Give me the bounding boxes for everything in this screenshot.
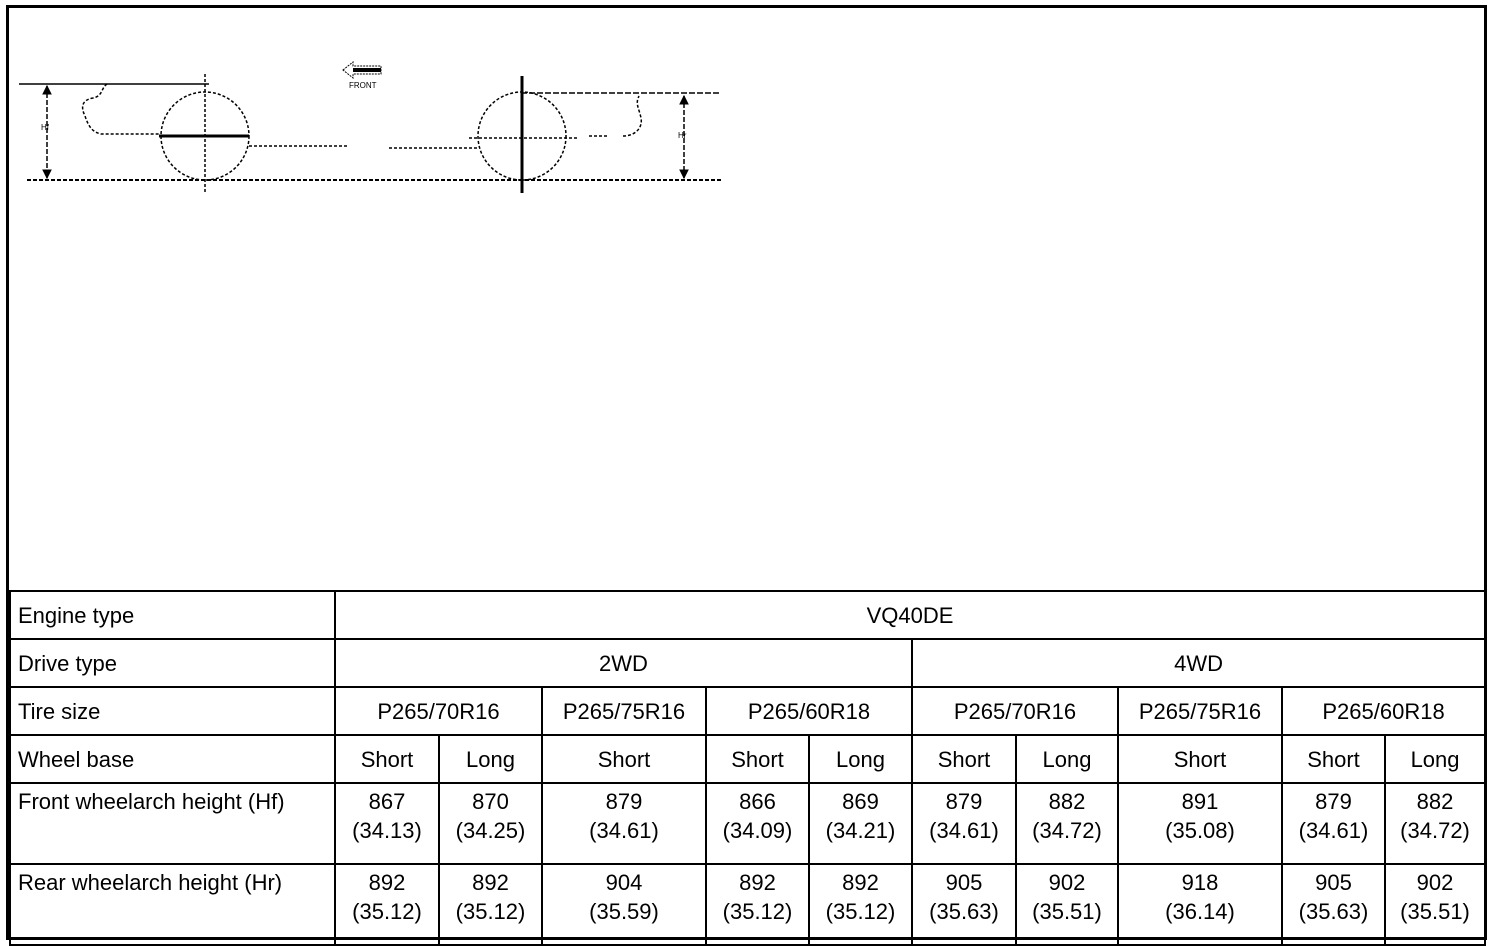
front-height-label: Front wheelarch height (Hf) xyxy=(10,783,335,864)
value-in: (34.72) xyxy=(1400,818,1470,843)
document-frame xyxy=(6,5,1487,940)
rear-height-cell xyxy=(1282,864,1385,945)
wheel-base-cell: Long xyxy=(1016,735,1118,783)
value-in: (34.25) xyxy=(455,818,526,843)
value-in: (35.12) xyxy=(455,899,526,924)
front-height-cell xyxy=(439,783,542,864)
drive-type-label: Drive type xyxy=(10,639,335,687)
value-in: (34.09) xyxy=(722,818,793,843)
front-height-cell xyxy=(1282,783,1385,864)
rear-height-cell xyxy=(542,864,706,945)
rear-height-cell xyxy=(1385,864,1485,945)
front-height-cell xyxy=(809,783,912,864)
value-mm: 879 xyxy=(605,789,643,814)
engine-type-label: Engine type xyxy=(10,591,335,639)
value-mm: 905 xyxy=(1315,870,1352,895)
value-mm: 892 xyxy=(368,870,406,895)
value-in: (34.13) xyxy=(352,818,422,843)
value-in: (35.59) xyxy=(589,899,659,924)
tire-size-cell: P265/75R16 xyxy=(1118,687,1282,735)
wheelarch-height-table xyxy=(9,590,1486,946)
front-height-cell xyxy=(912,783,1016,864)
wheel-base-cell: Short xyxy=(912,735,1016,783)
value-mm: 902 xyxy=(1048,870,1086,895)
value-mm: 902 xyxy=(1416,870,1454,895)
value-mm: 879 xyxy=(1315,789,1352,814)
value-in: (35.63) xyxy=(929,899,999,924)
value-in: (36.14) xyxy=(1165,899,1235,924)
value-in: (34.61) xyxy=(1298,818,1369,843)
rear-height-cell xyxy=(1118,864,1282,945)
value-mm: 892 xyxy=(739,870,776,895)
rear-fender-outline xyxy=(589,96,641,136)
rear-height-cell xyxy=(1016,864,1118,945)
front-height-cell xyxy=(706,783,809,864)
front-fender-outline xyxy=(83,84,159,134)
value-mm: 866 xyxy=(739,789,776,814)
front-height-cell xyxy=(335,783,439,864)
front-direction-label: FRONT xyxy=(349,81,377,90)
value-mm: 867 xyxy=(368,789,406,814)
wheel-base-cell: Short xyxy=(542,735,706,783)
value-in: (35.51) xyxy=(1400,899,1470,924)
wheel-base-cell: Short xyxy=(1118,735,1282,783)
value-in: (34.61) xyxy=(929,818,999,843)
value-mm: 869 xyxy=(842,789,879,814)
rear-height-cell xyxy=(439,864,542,945)
drive-type-row xyxy=(10,639,1485,687)
rear-height-cell xyxy=(912,864,1016,945)
value-in: (34.61) xyxy=(589,818,659,843)
value-mm: 904 xyxy=(605,870,643,895)
value-mm: 892 xyxy=(842,870,879,895)
rear-height-cell xyxy=(809,864,912,945)
rear-height-cell xyxy=(706,864,809,945)
tire-size-label: Tire size xyxy=(10,687,335,735)
value-mm: 879 xyxy=(945,789,983,814)
rear-height-cell xyxy=(335,864,439,945)
value-in: (34.72) xyxy=(1032,818,1102,843)
rear-height-row xyxy=(10,864,1485,945)
value-in: (34.21) xyxy=(825,818,896,843)
wheel-base-cell: Short xyxy=(335,735,439,783)
drive-type-2wd: 2WD xyxy=(335,639,912,687)
wheel-base-row xyxy=(10,735,1485,783)
wheel-base-cell: Long xyxy=(809,735,912,783)
value-mm: 892 xyxy=(472,870,509,895)
value-in: (35.08) xyxy=(1165,818,1235,843)
wheel-base-label: Wheel base xyxy=(10,735,335,783)
drive-type-4wd: 4WD xyxy=(912,639,1485,687)
wheel-base-cell: Long xyxy=(439,735,542,783)
rear-height-label: Rear wheelarch height (Hr) xyxy=(10,864,335,945)
front-height-cell xyxy=(542,783,706,864)
value-in: (35.51) xyxy=(1032,899,1102,924)
engine-type-row xyxy=(10,591,1485,639)
front-height-cell xyxy=(1385,783,1485,864)
wheelarch-height-diagram xyxy=(9,8,1484,590)
rear-height-label: Hr xyxy=(678,131,687,140)
front-height-label: Hf xyxy=(41,123,49,132)
value-mm: 882 xyxy=(1048,789,1086,814)
value-in: (35.12) xyxy=(352,899,422,924)
front-height-cell xyxy=(1016,783,1118,864)
wheel-base-cell: Long xyxy=(1385,735,1485,783)
wheel-base-cell: Short xyxy=(1282,735,1385,783)
wheel-base-cell: Short xyxy=(706,735,809,783)
value-mm: 891 xyxy=(1181,789,1219,814)
tire-size-cell: P265/60R18 xyxy=(706,687,912,735)
tire-size-cell: P265/60R18 xyxy=(1282,687,1485,735)
front-height-row xyxy=(10,783,1485,864)
value-mm: 918 xyxy=(1181,870,1219,895)
tire-size-cell: P265/70R16 xyxy=(335,687,542,735)
value-mm: 882 xyxy=(1416,789,1454,814)
front-height-cell xyxy=(1118,783,1282,864)
tire-size-row xyxy=(10,687,1485,735)
tire-size-cell: P265/70R16 xyxy=(912,687,1118,735)
value-mm: 870 xyxy=(472,789,509,814)
engine-type-value: VQ40DE xyxy=(335,591,1485,639)
value-in: (35.12) xyxy=(825,899,896,924)
value-in: (35.63) xyxy=(1298,899,1369,924)
value-mm: 905 xyxy=(945,870,983,895)
value-in: (35.12) xyxy=(722,899,793,924)
tire-size-cell: P265/75R16 xyxy=(542,687,706,735)
